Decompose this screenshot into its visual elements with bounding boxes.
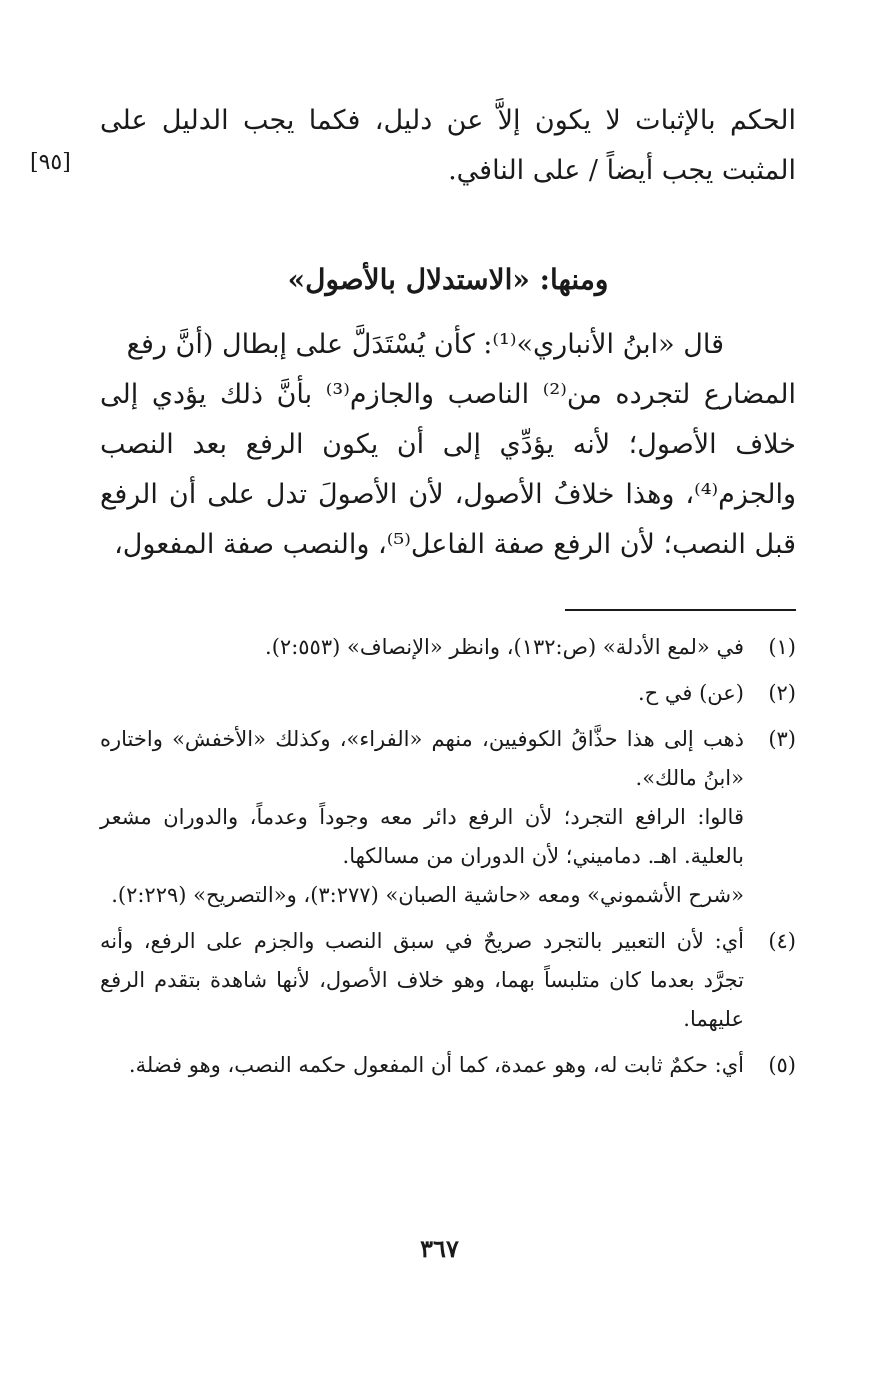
footnote-text: [100, 720, 744, 915]
footnote-paragraph: «شرح الأشموني» ومعه «حاشية الصبان» (٣:٢٧٧)، و«التصريح» (٢:٢٢٩).: [111, 883, 744, 907]
footnote-text: [100, 922, 744, 1039]
footnote-3: [100, 720, 796, 915]
quote-continuation: المضارع لتجرده من⁽²⁾ الناصب والجازم⁽³⁾ بأنَّ ذلك يؤدي إلى خلاف الأصول؛ لأنه يؤدِّي إلى أن يكون الرفع بعد النصب والجزم⁽⁴⁾، وهذا خلافُ الأصول، لأن الأصولَ تدل على أن الرفع قبل النصب؛ لأن الرفع صفة الفاعل⁽⁵⁾، والنصب صفة المفعول،: [100, 379, 797, 560]
top-paragraph: الحكم بالإثبات لا يكون إلاَّ عن دليل، فكما يجب الدليل على المثبت يجب أيضاً / على النافي.: [100, 105, 796, 186]
quote-paragraph: [100, 320, 796, 570]
footnote-number: (٣): [768, 727, 796, 751]
footnote-separator: [565, 609, 796, 611]
footnote-4: [100, 922, 796, 1039]
footnotes: [100, 628, 796, 1092]
footnote-text: [100, 674, 744, 713]
footnote-number: (٢): [768, 681, 796, 705]
quote-first-line: قال «ابنُ الأنباري»⁽¹⁾: كأن يُسْتَدَلَّ على إبطال (أنَّ رفع: [126, 329, 724, 360]
footnote-number: (٥): [768, 1053, 796, 1077]
footnote-1: [100, 628, 796, 667]
footnote-2: [100, 674, 796, 713]
footnote-paragraph: قالوا: الرافع التجرد؛ لأن الرفع دائر معه وجوداً وعدماً، والدوران مشعر بالعلية. اهـ. دماميني؛ لأن الدوران من مسالكها.: [100, 805, 744, 868]
footnote-paragraph: في «لمع الأدلة» (ص:١٣٢)، وانظر «الإنصاف» (٢:٥٥٣).: [265, 635, 744, 659]
footnote-text: [100, 628, 744, 667]
page-marker: [٩٥]: [30, 150, 71, 175]
footnote-number: (٤): [768, 929, 796, 953]
footnote-paragraph: أي: لأن التعبير بالتجرد صريحٌ في سبق النصب والجزم على الرفع، وأنه تجرَّد بعدما كان متلبساً بهما، وهو خلاف الأصول، لأنها شاهدة بتقدم الرفع عليهما.: [100, 929, 744, 1031]
footnote-paragraph: ذهب إلى هذا حذَّاقُ الكوفيين، منهم «الفراء»، وكذلك «الأخفش» واختاره «ابنُ مالك».: [100, 727, 744, 790]
footnote-paragraph: (عن) في ح.: [637, 681, 744, 705]
page-number: ٣٦٧: [420, 1234, 459, 1263]
footnote-paragraph: أي: حكمٌ ثابت له، وهو عمدة، كما أن المفعول حكمه النصب، وهو فضلة.: [128, 1053, 744, 1077]
footnote-text: [100, 1046, 744, 1085]
footnote-number: (١): [768, 635, 796, 659]
footnote-5: [100, 1046, 796, 1085]
section-heading: ومنها: «الاستدلال بالأصول»: [287, 263, 609, 296]
